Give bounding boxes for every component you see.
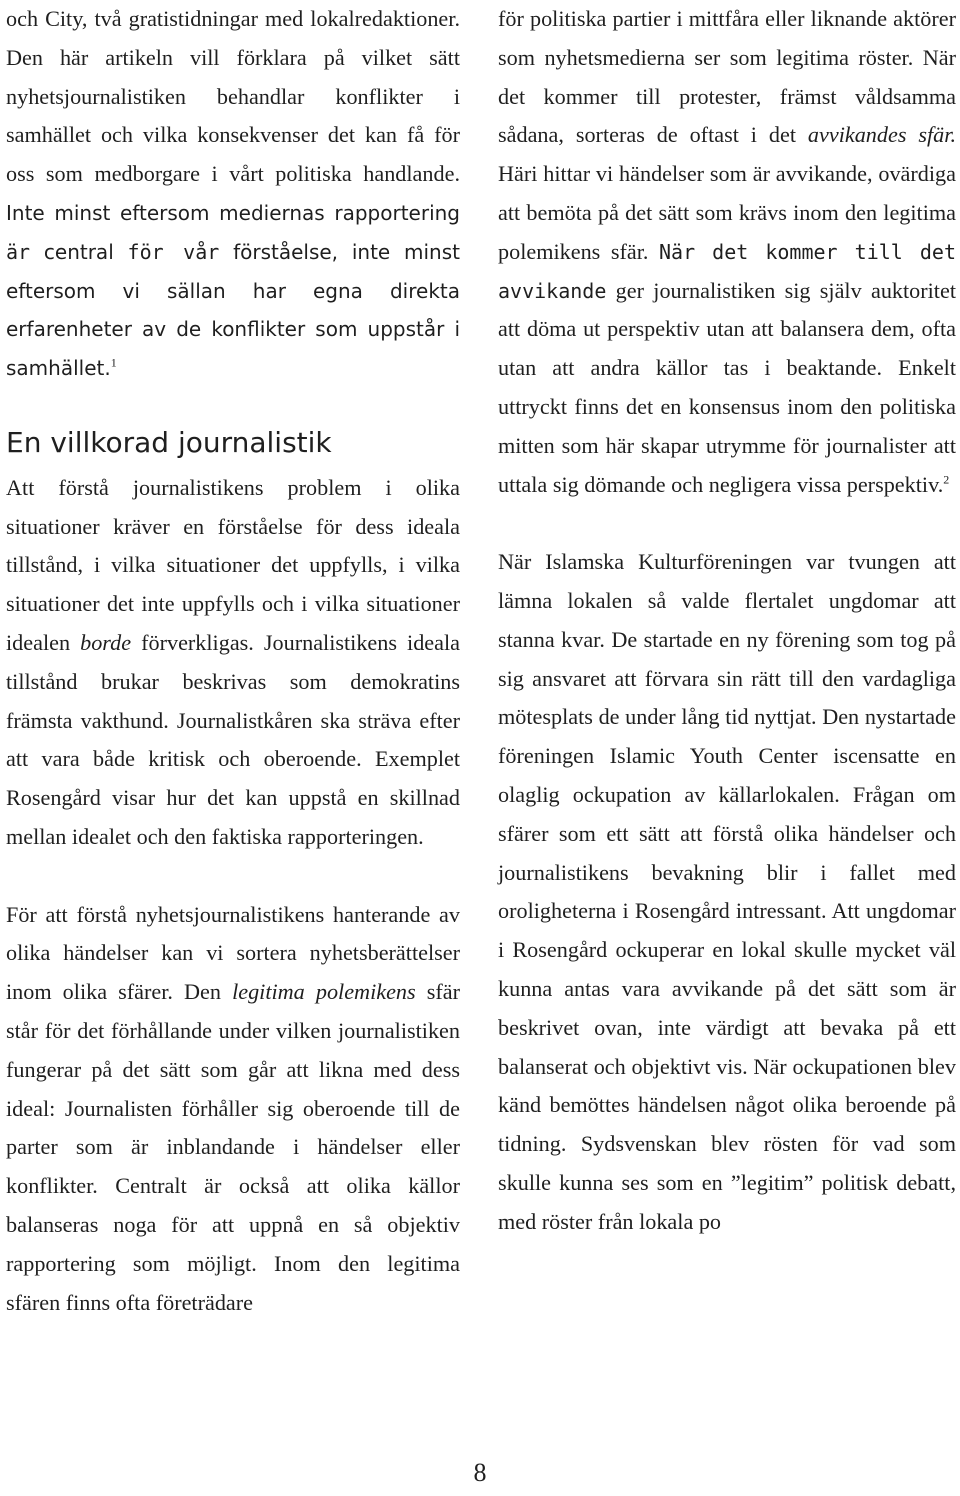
spheres-text-2: sfär står för det förhållande under vilken journalistiken fungerar på det sätt som går att likna med dess ideal: Journalisten förhåller sig oberoende till de parter som är inblandande i händelser eller konflikter. Centralt är också att olika källor balanseras noga för att uppnå en så objektiv rapportering som möjligt. Inom den legitima sfären finns ofta företrädare [6,979,461,1315]
deviance-paragraph [498,0,956,504]
rosengard-paragraph: När Islamska Kulturföreningen var tvungen att lämna lokalen så valde flertalet ungdomar att stanna kvar. De startade en ny förening som tog på sig ansvaret att förvara sin rätt till den vardagliga mötesplats de under lång tid nyttjat. Den nystartade föreningen Islamic Youth Center iscensatte en olaglig ockupation av källarlokalen. Frågan om sfärer som ett sätt att förstå olika händelser och journalistikens bevakning blir i fallet med oroligheterna i Rosengård intressant. Att ungdomar i Rosengård ockuperar en lokal skulle mycket väl kunna antas vara avvikande på det sätt som är beskrivet ovan, inte värdigt att bevaka på ett balanserat och objektivt vis. När ockupationen blev känd bemöttes händelsen något olika beroende på tidning. Sydsvenskan blev rösten för vad som skulle kunna ses som en ”legitim” politisk debatt, med röster från lokala po [498,549,956,1234]
intro-text-sans: Inte minst eftersom mediernas rapportering [6,200,460,225]
spheres-emphasis: legitima polemikens [232,979,416,1005]
intro-text-sans-3: förståelse, inte minst eftersom vi sällan har egna direkta erfarenheter av de konflikter som uppstår i samhället. [6,239,460,381]
deviance-emphasis: avvikandes sfär. [807,122,956,148]
section-heading: En villkorad journalistik [6,425,332,459]
ideals-text-2: förverkligas. Journalistikens ideala tillstånd brukar beskrivas som demokratins främsta vakthund. Journalistkåren ska sträva efter att vara både kritisk och oberoende. Exemplet Rosengård visar hur det kan uppstå en skillnad mellan idealet och den faktiska rapporteringen. [6,629,461,849]
deviance-text-mono: När det kommer till det avvikande [498,239,956,303]
right-column [498,0,956,1242]
ideals-paragraph [6,469,460,857]
intro-text-sans-2: central [30,239,128,264]
deviance-text-3: ger journalistiken sig själv auktoritet att döma ut perspektiv utan att balansera dem, ofta utan att andra källor tas i beaktande. Enkelt uttryckt finns det en konsensus inom den politiska mitten som här skapar utrymme för journalister att uttala sig dömande och negligera vissa perspektiv. [498,277,956,497]
intro-text-mono-2: för vår [127,239,220,264]
deviance-text-2: Häri hittar vi händelser som är avvikande, ovärdiga att bemöta på det sätt som krävs inom den legitima polemikens sfär. [498,161,956,264]
ideals-emphasis: borde [80,629,132,655]
deviance-text: för politiska partier i mittfåra eller liknande aktörer som nyhetsmedierna ser som legitima röster. När det kommer till protester, främst våldsamma sådana, sorteras de oftast i det [498,6,956,148]
paragraph-gap [6,857,460,896]
spheres-text: För att förstå nyhetsjournalistikens hanterande av olika händelser kan vi sortera nyhetsberättelser inom olika sfärer. Den [6,901,460,1005]
left-column [6,0,460,1322]
spheres-paragraph [6,896,460,1323]
intro-text: och City, två gratistidningar med lokalredaktioner. Den här artikeln vill förklara på vilket sätt nyhetsjournalistiken behandlar konflikter i samhället och vilka konsekvenser det kan få för oss som medborgare i vårt politiska handlande. [6,6,460,187]
paragraph-gap [498,504,956,543]
ideals-text: Att förstå journalistikens problem i olika situationer kräver en förståelse för dess ideala tillstånd, i vilka situationer det uppfylls, i vilka situationer det inte uppfylls och i vilka situationer idealen [6,474,460,655]
footnote-ref-1: 1 [110,355,117,370]
intro-paragraph [6,0,460,388]
footnote-ref-2: 2 [943,472,950,487]
intro-text-mono: är [6,239,31,264]
page-number: 8 [473,1458,487,1487]
